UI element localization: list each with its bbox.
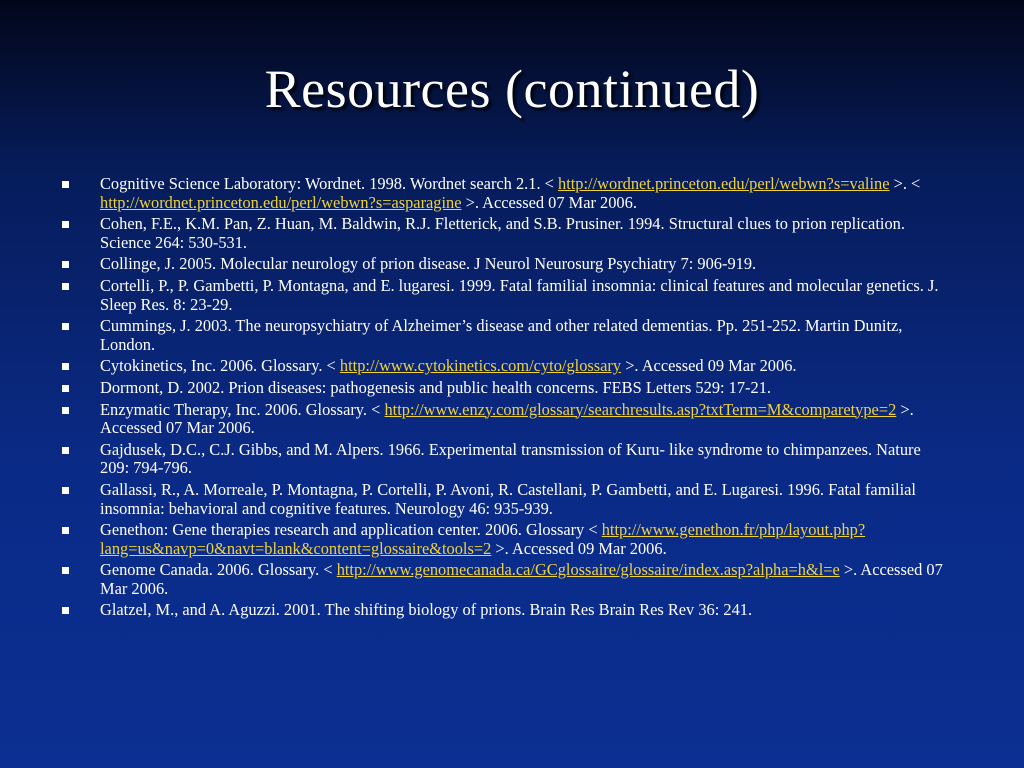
slide-title: Resources (continued) bbox=[264, 59, 760, 119]
reference-item bbox=[62, 357, 952, 376]
reference-text: Genethon: Gene therapies research and application center. 2006. Glossary < bbox=[100, 520, 602, 540]
reference-list bbox=[62, 175, 952, 623]
reference-text: >. Accessed 09 Mar 2006. bbox=[491, 538, 667, 558]
square-bullet-icon bbox=[62, 323, 69, 330]
reference-text: Cohen, F.E., K.M. Pan, Z. Huan, M. Baldwin, R.J. Fletterick, and S.B. Prusiner. 1994. Structural clues to prion replication. Science 264: 530-531. bbox=[100, 214, 905, 252]
square-bullet-icon bbox=[62, 363, 69, 370]
reference-text: Glatzel, M., and A. Aguzzi. 2001. The shifting biology of prions. Brain Res Brain Res Rev 36: 241. bbox=[100, 600, 753, 620]
reference-item bbox=[62, 401, 952, 438]
reference-item bbox=[62, 521, 952, 558]
reference-item bbox=[62, 441, 952, 478]
reference-text: Dormont, D. 2002. Prion diseases: pathogenesis and public health concerns. FEBS Letters 529: 17-21. bbox=[100, 377, 771, 397]
reference-item bbox=[62, 277, 952, 314]
reference-link[interactable]: http://www.genomecanada.ca/GCglossaire/glossaire/index.asp?alpha=h&l=e bbox=[336, 560, 840, 580]
reference-text: Genome Canada. 2006. Glossary. < bbox=[100, 560, 337, 580]
reference-link[interactable]: http://www.enzy.com/glossary/searchresults.asp?txtTerm=M&comparetype=2 bbox=[384, 399, 897, 419]
square-bullet-icon bbox=[62, 221, 69, 228]
reference-text: Cortelli, P., P. Gambetti, P. Montagna, and E. lugaresi. 1999. Fatal familial insomnia: clinical features and molecular genetics. J. Sleep Res. 8: 23-29. bbox=[100, 275, 939, 314]
reference-item bbox=[62, 317, 952, 354]
reference-item bbox=[62, 561, 952, 598]
square-bullet-icon bbox=[62, 487, 69, 494]
reference-item bbox=[62, 175, 952, 212]
reference-text: Gajdusek, D.C., C.J. Gibbs, and M. Alpers. 1966. Experimental transmission of Kuru- like syndrome to chimpanzees. Nature 209: 794-796. bbox=[100, 439, 921, 478]
square-bullet-icon bbox=[62, 283, 69, 290]
reference-text: >. Accessed 07 Mar 2006. bbox=[461, 192, 637, 212]
reference-item bbox=[62, 255, 952, 274]
square-bullet-icon bbox=[62, 261, 69, 268]
reference-text: Gallassi, R., A. Morreale, P. Montagna, P. Cortelli, P. Avoni, R. Castellani, P. Gambetti, and E. Lugaresi. 1996. Fatal familial insomnia: behavioral and cognitive features. Neurology 46: 935-939. bbox=[100, 479, 916, 518]
reference-text: >. Accessed 07 Mar 2006. bbox=[100, 560, 943, 598]
reference-link[interactable]: http://www.genethon.fr/php/layout.php?lang=us&navp=0&navt=blank&content=glossaire&tools=2 bbox=[100, 520, 866, 558]
reference-text: Enzymatic Therapy, Inc. 2006. Glossary. < bbox=[100, 399, 385, 419]
reference-item bbox=[62, 215, 952, 252]
square-bullet-icon bbox=[62, 567, 69, 574]
reference-item bbox=[62, 601, 952, 620]
reference-item bbox=[62, 379, 952, 398]
square-bullet-icon bbox=[62, 181, 69, 188]
square-bullet-icon bbox=[62, 447, 69, 454]
reference-text: Cytokinetics, Inc. 2006. Glossary. < bbox=[100, 356, 340, 376]
reference-text: Cummings, J. 2003. The neuropsychiatry of Alzheimer’s disease and other related dementias. Pp. 251-252. Martin Dunitz, London. bbox=[100, 316, 903, 354]
reference-text: Cognitive Science Laboratory: Wordnet. 1998. Wordnet search 2.1. < bbox=[100, 174, 558, 193]
reference-text: Collinge, J. 2005. Molecular neurology of prion disease. J Neurol Neurosurg Psychiatry 7: 906-919. bbox=[100, 254, 757, 274]
reference-text: >. Accessed 07 Mar 2006. bbox=[100, 399, 914, 438]
reference-text: >. < bbox=[889, 174, 921, 193]
reference-text: >. Accessed 09 Mar 2006. bbox=[621, 356, 797, 376]
square-bullet-icon bbox=[62, 527, 69, 534]
reference-item bbox=[62, 481, 952, 518]
reference-link[interactable]: http://wordnet.princeton.edu/perl/webwn?s=asparagine bbox=[100, 192, 462, 212]
square-bullet-icon bbox=[62, 407, 69, 414]
square-bullet-icon bbox=[62, 607, 69, 614]
reference-link[interactable]: http://www.cytokinetics.com/cyto/glossary bbox=[339, 356, 622, 376]
reference-link[interactable]: http://wordnet.princeton.edu/perl/webwn?s=valine bbox=[558, 174, 890, 193]
square-bullet-icon bbox=[62, 385, 69, 392]
